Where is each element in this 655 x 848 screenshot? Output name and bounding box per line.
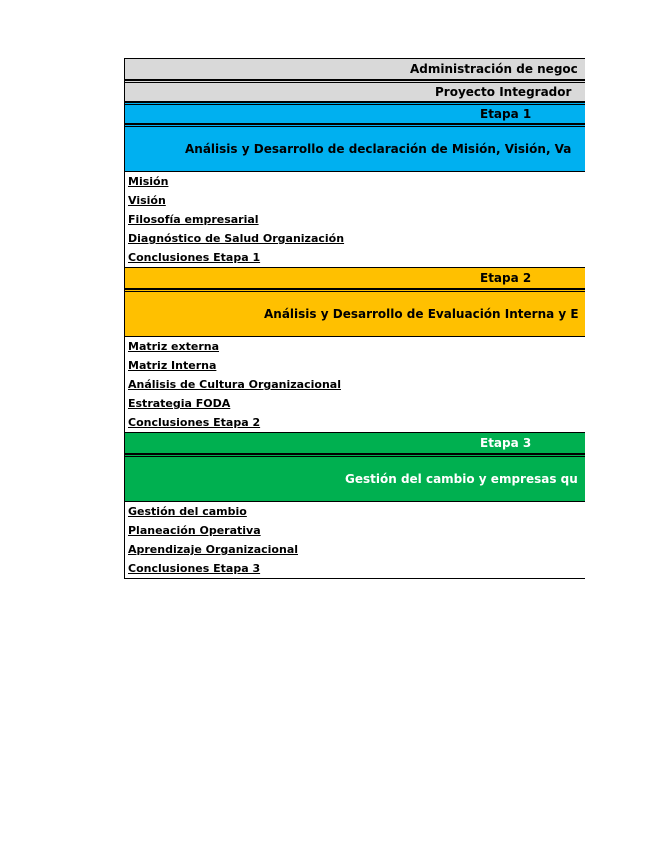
sheet-title-row bbox=[125, 58, 585, 80]
list-item[interactable]: Filosofía empresarial bbox=[128, 213, 259, 226]
sheet-title: Administración de negoc bbox=[410, 62, 578, 76]
list-item[interactable]: Misión bbox=[128, 175, 169, 188]
stage-2-description: Análisis y Desarrollo de Evaluación Interna y E bbox=[264, 307, 579, 321]
list-item[interactable]: Visión bbox=[128, 194, 166, 207]
stage-1-description-row bbox=[125, 124, 585, 172]
list-item[interactable]: Conclusiones Etapa 2 bbox=[128, 416, 261, 429]
list-item[interactable]: Conclusiones Etapa 3 bbox=[128, 562, 261, 575]
stage-3-description: Gestión del cambio y empresas qu bbox=[345, 472, 578, 486]
list-item[interactable]: Matriz externa bbox=[128, 340, 220, 353]
stage-2-items bbox=[125, 337, 585, 432]
list-item[interactable]: Análisis de Cultura Organizacional bbox=[128, 378, 341, 391]
sheet-subtitle: Proyecto Integrador bbox=[435, 85, 572, 99]
list-item[interactable]: Estrategia FODA bbox=[128, 397, 231, 410]
list-item[interactable]: Diagnóstico de Salud Organización bbox=[128, 232, 345, 245]
stage-3-header bbox=[125, 432, 585, 454]
stage-3-items bbox=[125, 502, 585, 579]
stage-2-header bbox=[125, 267, 585, 289]
spreadsheet bbox=[124, 58, 585, 579]
stage-2-label: Etapa 2 bbox=[480, 271, 532, 285]
stage-1-description: Análisis y Desarrollo de declaración de Misión, Visión, Va bbox=[185, 142, 572, 156]
list-item[interactable]: Gestión del cambio bbox=[128, 505, 247, 518]
list-item[interactable]: Matriz Interna bbox=[128, 359, 217, 372]
stage-3-description-row bbox=[125, 454, 585, 502]
stage-2-description-row bbox=[125, 289, 585, 337]
stage-1-items bbox=[125, 172, 585, 267]
list-item[interactable]: Aprendizaje Organizacional bbox=[128, 543, 299, 556]
sheet-subtitle-row bbox=[125, 80, 585, 102]
stage-1-label: Etapa 1 bbox=[480, 107, 532, 121]
list-item[interactable]: Conclusiones Etapa 1 bbox=[128, 251, 261, 264]
stage-1-header bbox=[125, 102, 585, 124]
stage-3-label: Etapa 3 bbox=[480, 436, 532, 450]
list-item[interactable]: Planeación Operativa bbox=[128, 524, 261, 537]
